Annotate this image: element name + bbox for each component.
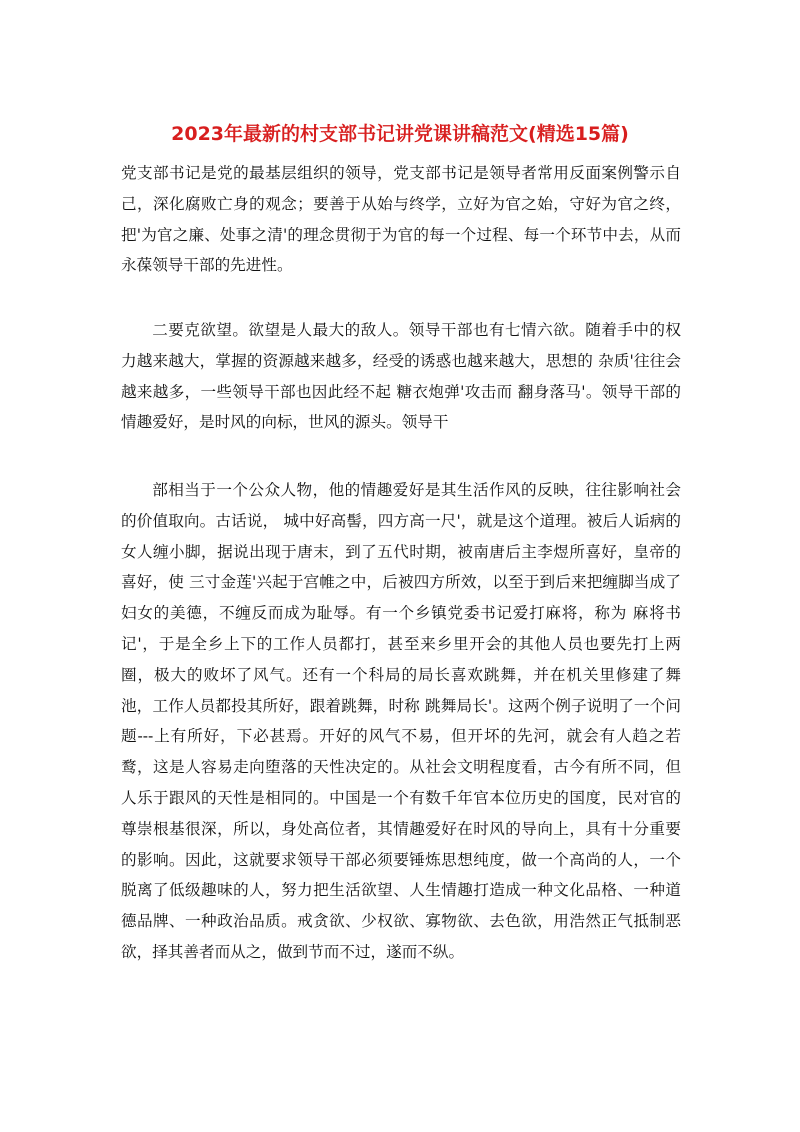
paragraph-intro: 党支部书记是党的最基层组织的领导，党支部书记是领导者常用反面案例警示自己，深化腐败亡身的观念；要善于从始与终学，立好为官之始，守好为官之终，把'为官之廉、处事之清'的理念贯彻于为官的每一个过程、每一个环节中去，从而永葆领导干部的先进性。 (121, 164, 681, 275)
paragraph-public-figure: 部相当于一个公众人物，他的情趣爱好是其生活作风的反映，往往影响社会的价值取向。古话说， 城中好高髻，四方高一尺'，就是这个道理。被后人诟病的女人缠小脚，据说出现于唐末，到了五代时期，被南唐后主李煜所喜好，皇帝的喜好，使 三寸金莲'兴起于宫帷之中，后被四方所效，以至于到后来把缠脚当成了妇女的美德，不缠反而成为耻辱。有一个乡镇党委书记爱打麻将，称为 麻将书记'，于是全乡上下的工作人员都打，甚至来乡里开会的其他人员也要先打上两圈，极大的败坏了风气。还有一个科局的局长喜欢跳舞，并在机关里修建了舞池，工作人员都投其所好，跟着跳舞，时称 跳舞局长'。这两个例子说明了一个问题---上有所好，下必甚焉。开好的风气不易，但开坏的先河，就会有人趋之若鹜，这是人容易走向堕落的天性决定的。从社会文明程度看，古今有所不同，但人乐于跟风的天性是相同的。中国是一个有数千年官本位历史的国度，民对官的尊崇根基很深，所以，身处高位者，其情趣爱好在时风的导向上，具有十分重要的影响。因此，这就要求领导干部必须要锤炼思想纯度，做一个高尚的人，一个脱离了低级趣味的人，努力把生活欲望、人生情趣打造成一种文化品格、一种道德品牌、一种政治品质。戒贪欲、少权欲、寡物欲、去色欲，用浩然正气抵制恶欲，择其善者而从之，做到节而不过，遂而不纵。 (121, 481, 681, 961)
document-title: 2023年最新的村支部书记讲党课讲稿范文(精选15篇) (171, 123, 629, 145)
paragraph-desire: 二要克欲望。欲望是人最大的敌人。领导干部也有七情六欲。随着手中的权力越来越大，掌握的资源越来越多，经受的诱惑也越来越大，思想的 杂质'往往会越来越多，一些领导干部也因此经不起 糖衣炮弹'攻击而 翻身落马'。领导干部的情趣爱好，是时风的向标，世风的源头。领导干 (121, 321, 681, 432)
